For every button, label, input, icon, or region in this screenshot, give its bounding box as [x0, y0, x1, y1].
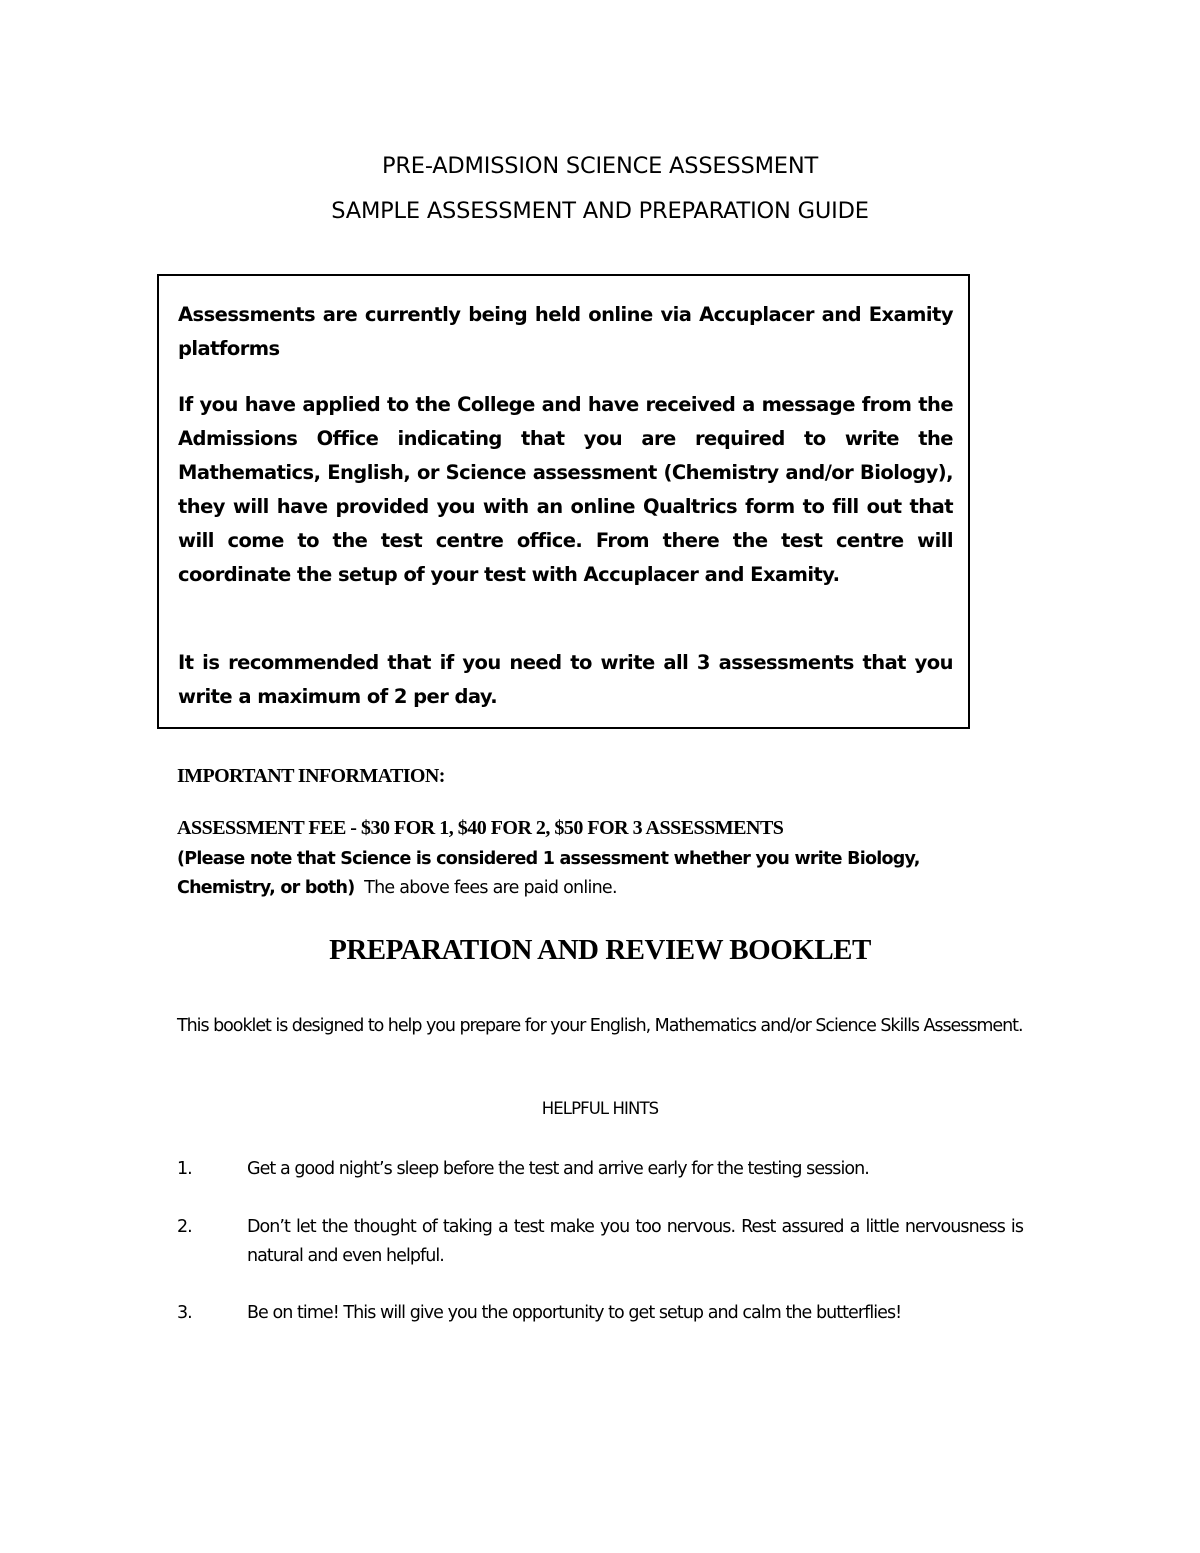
notice-paragraph-instructions: If you have applied to the College and have received a message from the Admissions Office indicating that you are required to write the Mathematics, English, or Science assessment (Chemistry and/or Biology), they will have provided you with an online Qualtrics form to fill out that will come to the test centre office. From there the test centre will coordinate the setup of your test with Accuplacer and Examity. [178, 393, 953, 586]
hint-text: Get a good night’s sleep before the test and arrive early for the testing session. [247, 1159, 869, 1179]
fee-note [177, 845, 977, 903]
booklet-intro: This booklet is designed to help you prepare for your English, Mathematics and/or Science Skills Assessment. [177, 1016, 1023, 1036]
hint-text: Be on time! This will give you the opportunity to get setup and calm the butterflies! [247, 1303, 902, 1323]
important-information-heading: IMPORTANT INFORMATION: [177, 765, 445, 787]
hint-number: 3. [177, 1303, 192, 1323]
hint-number: 1. [177, 1159, 192, 1179]
title-line-2: SAMPLE ASSESSMENT AND PREPARATION GUIDE [331, 198, 869, 224]
fee-note-payment: The above fees are paid online. [364, 878, 617, 898]
hint-text: Don’t let the thought of taking a test make you too nervous. Rest assured a little nervousness is natural and even helpful. [247, 1217, 1023, 1266]
title-line-1: PRE-ADMISSION SCIENCE ASSESSMENT [382, 153, 818, 179]
helpful-hints-heading: HELPFUL HINTS [541, 1099, 659, 1118]
notice-box [157, 274, 970, 729]
hint-number: 2. [177, 1217, 192, 1237]
notice-paragraph-recommendation: It is recommended that if you need to write all 3 assessments that you write a maximum of 2 per day. [178, 651, 953, 708]
document-title [0, 144, 1200, 234]
booklet-title: PREPARATION AND REVIEW BOOKLET [329, 934, 871, 966]
notice-paragraph-online: Assessments are currently being held online via Accuplacer and Examity platforms [178, 303, 953, 360]
fee-note-science: (Please note that Science is considered 1 assessment whether you write Biology, Chemistry, or both) [177, 849, 920, 898]
assessment-fee-line: ASSESSMENT FEE - $30 FOR 1, $40 FOR 2, $50 FOR 3 ASSESSMENTS [177, 817, 784, 839]
